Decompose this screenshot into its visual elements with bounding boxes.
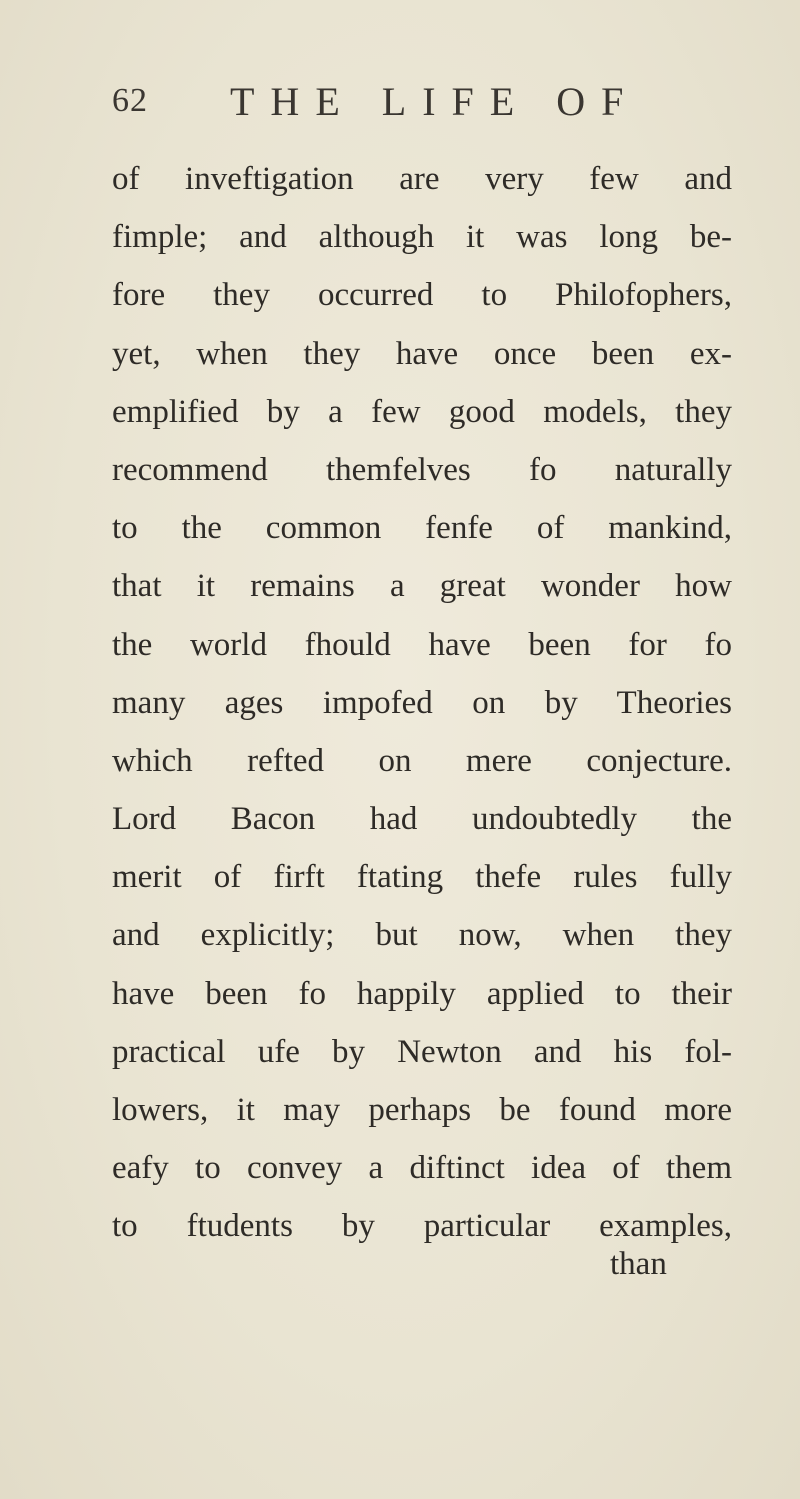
page-number: 62 (112, 82, 148, 119)
text-line: yet, when they have once been ex- (112, 335, 732, 372)
text-line: lowers, it may perhaps be found more (112, 1092, 732, 1128)
text-line: fimple; and although it was long be- (112, 219, 732, 256)
text-line: many ages impofed on by Theories (112, 684, 732, 721)
text-line: to the common fenfe of mankind, (112, 510, 732, 547)
text-line: eafy to convey a diftinct idea of them (112, 1150, 732, 1187)
text-line: that it remains a great wonder how (112, 568, 732, 605)
text-line: practical ufe by Newton and his fol- (112, 1033, 732, 1070)
text-line: emplified by a few good models, they (112, 393, 732, 430)
text-line: of inveftigation are very few and (112, 161, 732, 197)
text-line: recommend themfelves fo naturally (112, 451, 732, 488)
text-line: and explicitly; but now, when they (112, 917, 732, 954)
text-line: fore they occurred to Philofophers, (112, 277, 732, 314)
body-text (112, 150, 732, 1256)
text-line: have been fo happily applied to their (112, 975, 732, 1012)
text-line: Lord Bacon had undoubtedly the (112, 801, 732, 838)
running-title: THE LIFE OF (230, 79, 640, 124)
text-line: the world fhould have been for fo (112, 626, 732, 663)
catchword: than (610, 1246, 667, 1282)
text-line: to ftudents by particular examples, (112, 1208, 732, 1245)
text-line: which refted on mere conjecture. (112, 742, 732, 779)
running-head (112, 78, 712, 128)
text-line: merit of firft ftating thefe rules fully (112, 859, 732, 896)
